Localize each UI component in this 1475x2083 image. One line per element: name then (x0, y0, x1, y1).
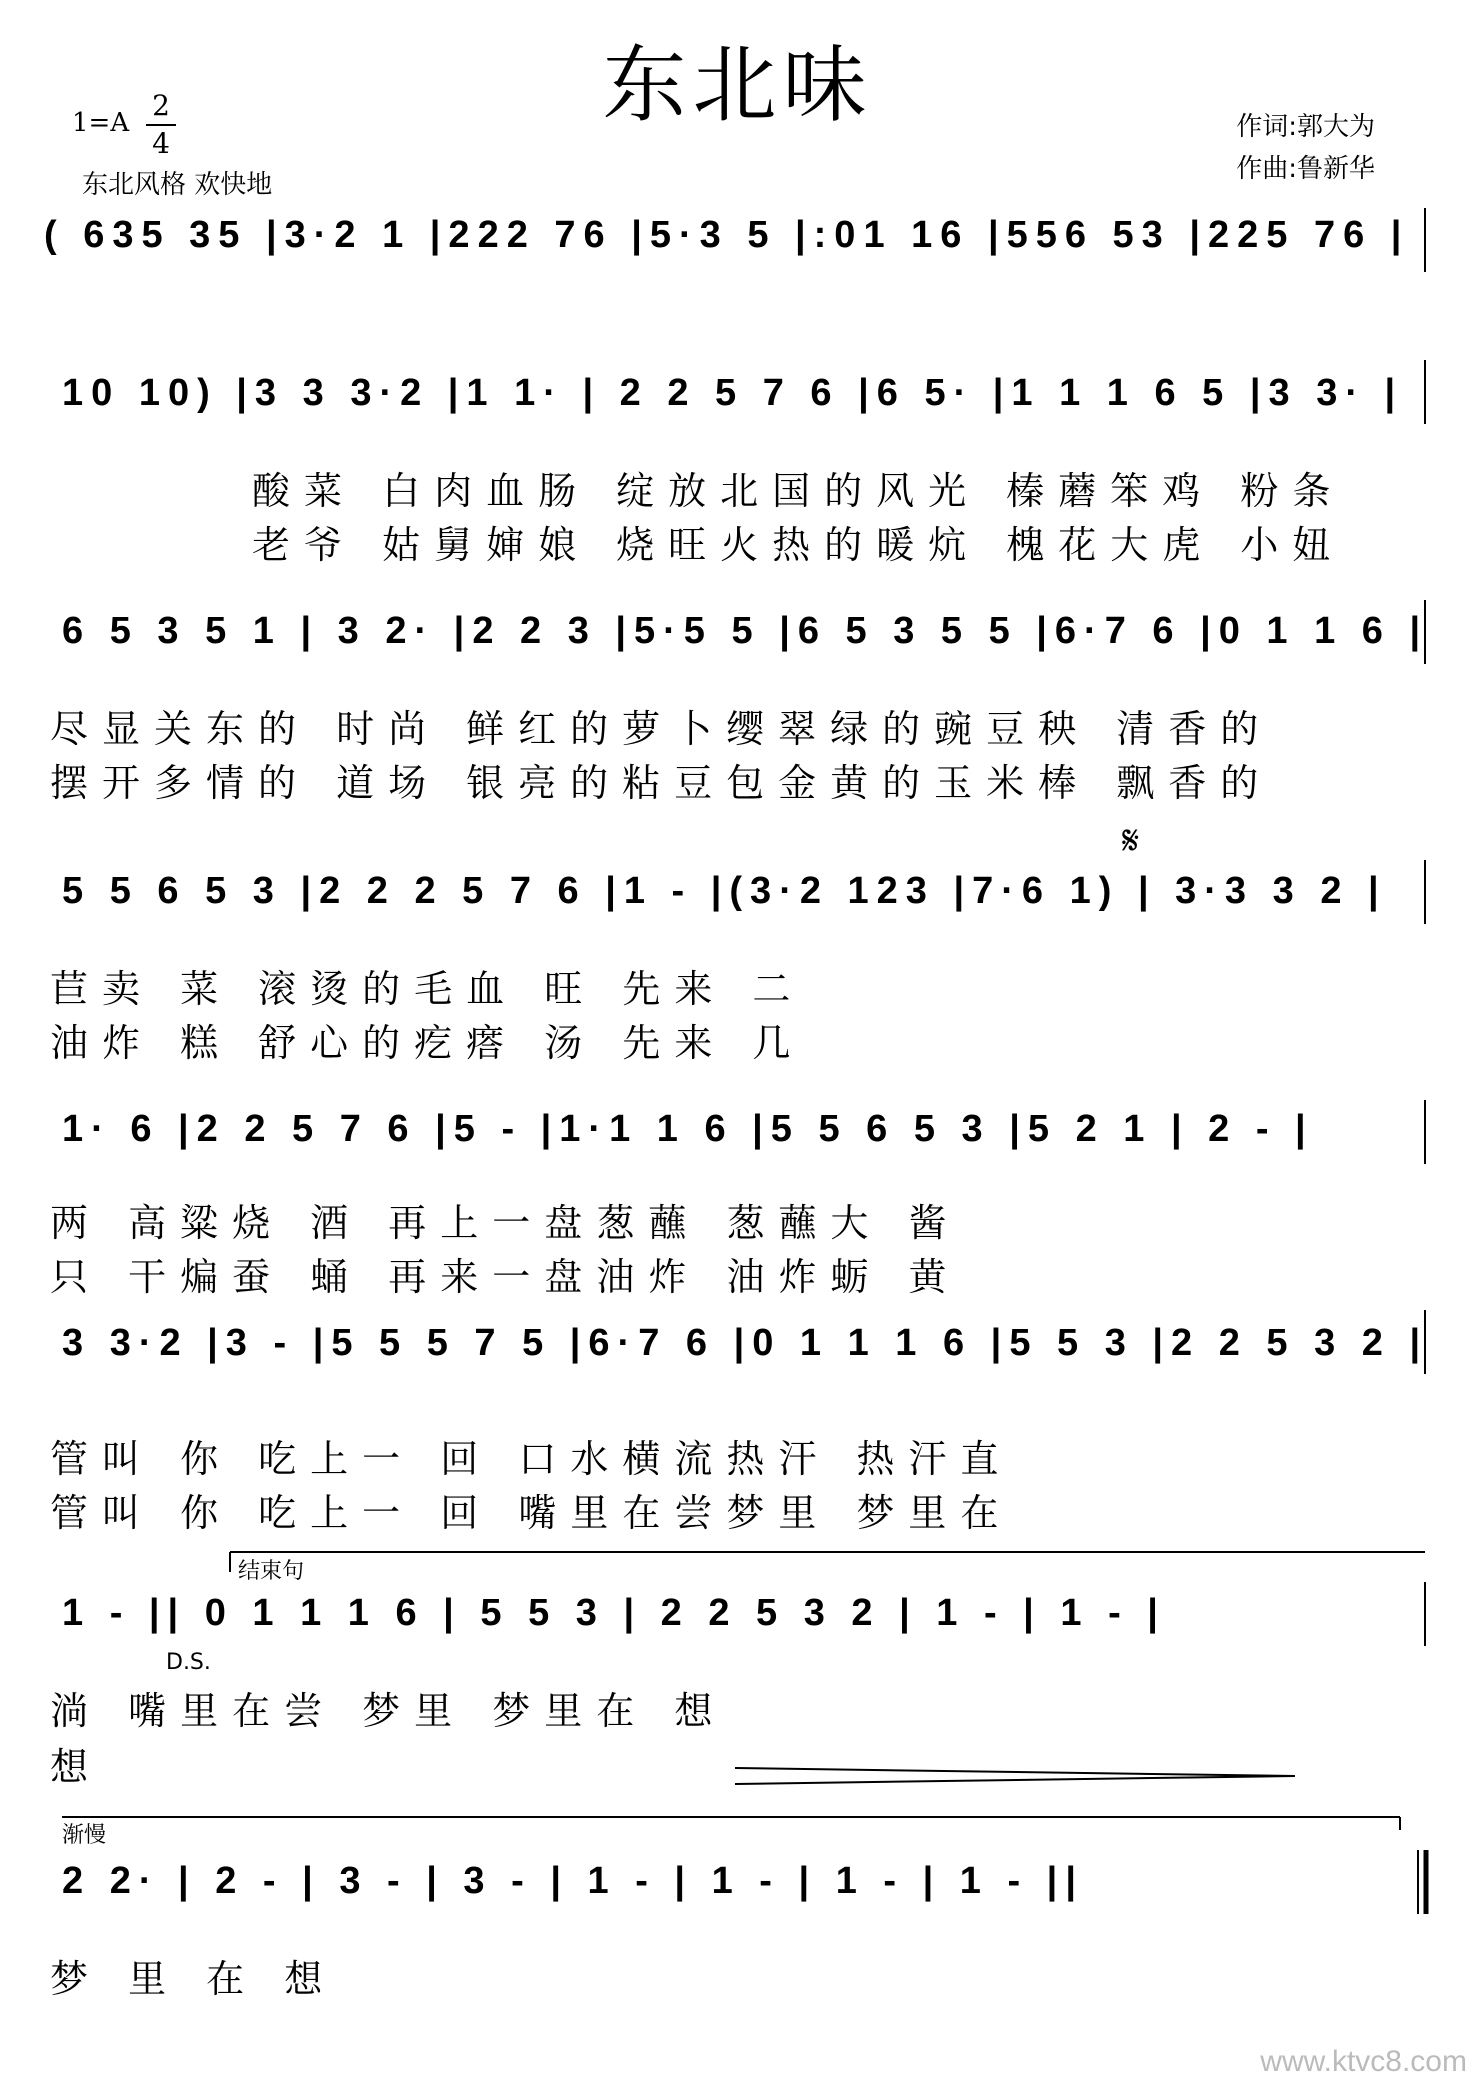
lyric-row-7-verse-2: 想 (50, 1745, 103, 1789)
lyric-row-4-verse-1: 苣卖 菜 滚烫的毛血 旺 先来 二 (50, 967, 805, 1011)
notation-row-4: 5 5 6 5 3 |2 2 2 5 7 6 |1 - |(3·2 123 |7·6 1) | 3·3 3 2 | (62, 870, 1387, 912)
notation-row-8: 2 2· | 2 - | 3 - | 3 - | 1 - | 1 - | 1 - | 1 - || (62, 1860, 1084, 1902)
notation-row-1: ( 635 35 |3·2 1 |222 76 |5·3 5 |:01 16 |556 53 |225 76 | (44, 214, 1410, 256)
lyric-row-2-verse-1: 酸菜 白肉血肠 绽放北国的风光 榛蘑笨鸡 粉条 (252, 469, 1345, 513)
lyricist: 作词:郭大为 (1236, 112, 1375, 142)
composer: 作曲:鲁新华 (1236, 154, 1375, 184)
lyric-row-5-verse-1: 两 高粱烧 酒 再上一盘葱蘸 葱蘸大 酱 (50, 1201, 961, 1245)
lyric-row-6-verse-2: 管叫 你 吃上一 回 嘴里在尝梦里 梦里在 (50, 1491, 1013, 1535)
ritardando-label: 渐慢 (62, 1823, 107, 1848)
key-signature: 1=A (72, 108, 130, 138)
time-top: 2 (152, 89, 170, 122)
ds-marking: D.S. (166, 1650, 211, 1675)
lyric-row-8: 梦 里 在 想 (50, 1957, 337, 2001)
time-bottom: 4 (146, 124, 176, 162)
song-title: 东北味 (602, 36, 873, 134)
lyric-row-3-verse-2: 摆开多情的 道场 银亮的粘豆包金黄的玉米棒 飘香的 (50, 761, 1273, 805)
notation-row-5: 1· 6 |2 2 5 7 6 |5 - |1·1 1 6 |5 5 6 5 3 |5 2 1 | 2 - | (62, 1108, 1314, 1150)
tempo-style: 东北风格 欢快地 (82, 170, 273, 200)
lyric-row-6-verse-1: 管叫 你 吃上一 回 口水横流热汗 热汗直 (50, 1437, 1013, 1481)
notation-row-2: 10 10) |3 3 3·2 |1 1· | 2 2 5 7 6 |6 5· |1 1 1 6 5 |3 3· | (62, 372, 1404, 414)
notation-row-6: 3 3·2 |3 - |5 5 5 7 5 |6·7 6 |0 1 1 1 6 |5 5 3 |2 2 5 3 2 | (62, 1322, 1429, 1364)
lyric-row-2-verse-2: 老爷 姑舅婶娘 烧旺火热的暖炕 槐花大虎 小妞 (252, 523, 1345, 567)
segno-sign: 𝄋 (1122, 818, 1140, 864)
lyric-row-4-verse-2: 油炸 糕 舒心的疙瘩 汤 先来 几 (50, 1021, 805, 1065)
watermark: www.ktvc8.com (1260, 2045, 1467, 2078)
barlines (1418, 208, 1426, 1914)
notation-row-7: 1 - || 0 1 1 1 6 | 5 5 3 | 2 2 5 3 2 | 1 - | 1 - | (62, 1592, 1166, 1634)
ending-label: 结束句 (238, 1559, 305, 1584)
notation-row-3: 6 5 3 5 1 | 3 2· |2 2 3 |5·5 5 |6 5 3 5 5 |6·7 6 |0 1 1 6 | (62, 610, 1429, 652)
lyric-row-7-verse-1: 淌 嘴里在尝 梦里 梦里在 想 (50, 1689, 727, 1733)
lyric-row-3-verse-1: 尽显关东的 时尚 鲜红的萝卜缨翠绿的豌豆秧 清香的 (50, 707, 1273, 751)
lyric-row-5-verse-2: 只 干煸蚕 蛹 再来一盘油炸 油炸蛎 黄 (50, 1255, 961, 1299)
